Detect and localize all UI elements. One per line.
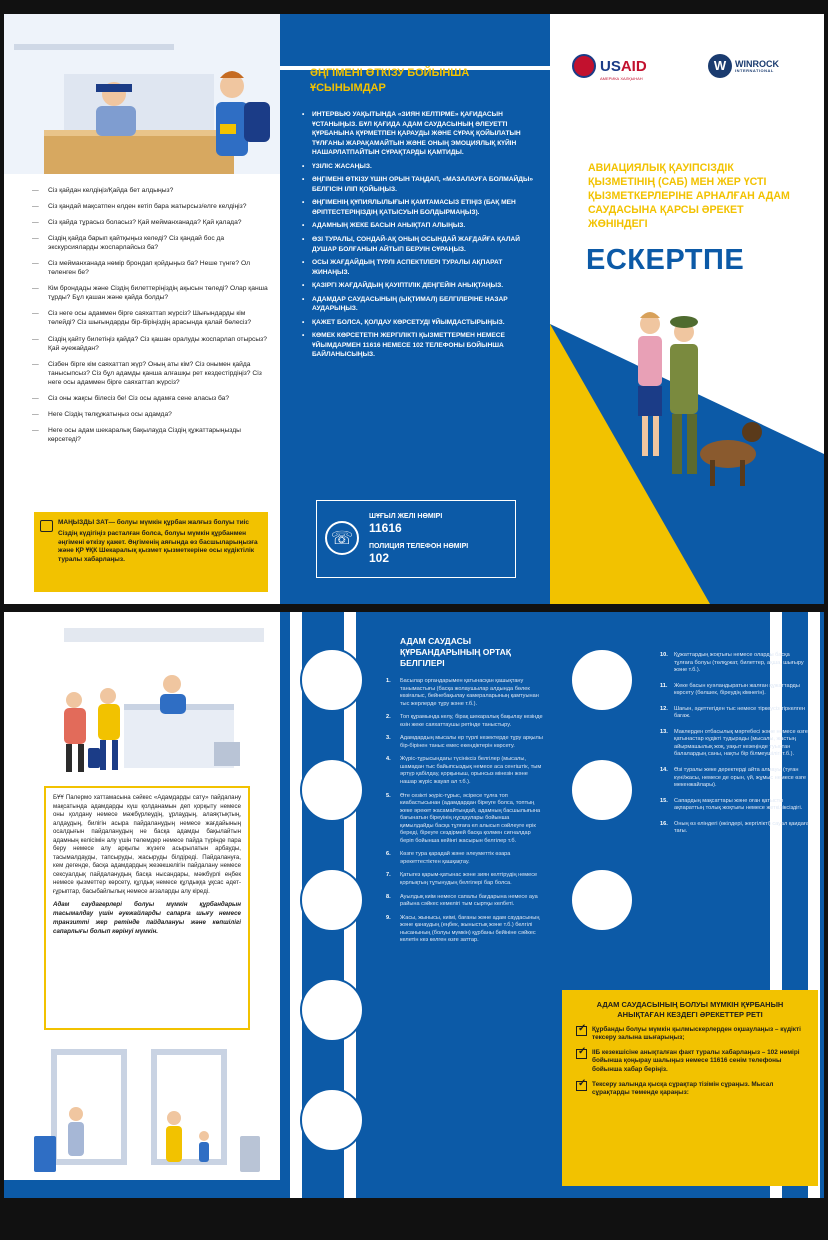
question-item: — Сізбен бірге кім саяхаттап жүр? Оның аты кім? Сіз онымен қайда танысыпсыз? Сіз бұл адамды қанша алғашқы рет кездестірдіңіз? Сіз неге осы адаммен бірге саяхаттап жүрсіз? bbox=[32, 360, 268, 387]
question-item: — Сіз неге осы адаммен бірге саяхаттап жүрсіз? Шығындарды кім төлейді? Сіз шығындарды бір-біріңіздің арасында қалай бөлесіз? bbox=[32, 309, 268, 327]
signs-list-continued bbox=[660, 652, 810, 844]
question-item: — Сіз қандай мақсатпен елден кетіп бара жатырсыз/елге келдіңіз? bbox=[32, 202, 268, 211]
sign-text: Құжаттардың жоқтығы немесе оларды басқа тұлғаға болуы (төлқұжат, билеттер, ақша, шығыру және т.б.). bbox=[674, 652, 804, 674]
definition-column bbox=[4, 612, 280, 1198]
hotline-label: ШҰҒЫЛ ЖЕЛІ НӨМІРІ bbox=[369, 513, 443, 520]
note-icon bbox=[40, 520, 53, 532]
recommendation-item: • ӨЗІ ТУРАЛЫ, СОНДАЙ-АҚ ОНЫҢ ОСЫНДАЙ ЖАҒДАЙҒА ҚАЛАЙ ДУШАР БОЛҒАНЫН АЙТЫП БЕРУІН СҰРАҢЫЗ. bbox=[302, 235, 534, 254]
sign-text: Жүріс-тұрысындағы түсініксіз белгілер (мысалы, шамадан тыс байыпсыздық немесе аса сенгіштік, тым әртүр қабілдау, қорқыныш, орынсыз мінезін және нашар жүріс жауап ал т.б.). bbox=[400, 756, 542, 786]
sign-number: 7. bbox=[386, 872, 391, 879]
action-step bbox=[576, 1026, 804, 1043]
question-item: — Сіздің қайту билетіңіз қайда? Сіз қашан оралуды жоспарлап отырсыз? Қай әуежайдан? bbox=[32, 335, 268, 353]
action-steps-title: АДАМ САУДАСЫНЫҢ БОЛУЫ МҮМКІН ҚҰРБАНЫН АНЫҚТАҒАН КЕЗДЕГІ ӘРЕКЕТТЕР РЕТІ bbox=[596, 1000, 784, 1019]
cover-illustration bbox=[550, 304, 824, 604]
sign-item bbox=[660, 706, 810, 721]
usaid-seal-icon bbox=[572, 54, 596, 78]
sign-number: 12. bbox=[660, 705, 668, 712]
sign-item bbox=[386, 714, 544, 729]
security-gates-illustration bbox=[4, 1018, 280, 1198]
sign-text: Басылар органдарымен қатынасқан қашықтану танымастығы (басқа жолаушылар алдында бөлек көзіғалыс, бейнебақылау камераларының қамтуынан тыс жерлерде тұру және т.б.). bbox=[400, 678, 539, 707]
recommendation-item: • ҚАЖЕТ БОЛСА, ҚОЛДАУ КӨРСЕТУДІ ҰЙЫМДАСТЫРЫҢЫЗ. bbox=[302, 318, 534, 328]
sign-item bbox=[660, 821, 810, 836]
police-label: ПОЛИЦИЯ ТЕЛЕФОН НӨМІРІ bbox=[369, 543, 469, 550]
sign-text: Өте сезікті жүріс-тұрыс, әсіресе тұлға топ киабастысынан (адамдардан біреуге болса, топтың жеке әрекет жасамайтындай, адамның басшылығына бағынатын біреуінің нұсқаулары бойынша қимылдайды басқа тұлғаға ел алысып сөйлеуге ерік береді, біреуге сездірмей басқа қолмен сигналдар беріп бойынша кейінгі жасырын белгілер т.б. bbox=[400, 792, 541, 844]
sign-number: 4. bbox=[386, 756, 391, 763]
checkbox-icon bbox=[576, 1049, 587, 1059]
question-item: — Сіздің қайда барып қайтқыңыз келеді? Сіз қандай бос да экскурсияларды жоспарлайсыз ба? bbox=[32, 234, 268, 252]
definition-text: БҰҰ Палермо хаттамасына сәйкес «Адамдарды сату» пайдалану мақсатында адамдарды күш қолданамын деп қорқыту немесе оны қолдану немесе мәжбүрлеудің, ұрлаудың, алаяқтықтың, алдаудың, билігін асыра пайдаланудың немесе жағдайының осалдығын пайдаланудың не басқа адамды бақылайтын адамның келісімін алу үшін төлемдер немесе пайда түрінде пара беру немесе алу арқылы жүзеге асырылатын арбауды, тасымалдауды, тапсыруды, жасыруды білдіреді. Пайдалануға, кем дегенде, басқа адамдардың жезөкшелігін пайдалану немесе сексуалдық пайдаланудың басқа нысандары, мәжбүрлі еңбек немесе қызметтер көрсету, құлдық немесе құлдыққа ұқсас әдет-ғұрыптар, басыбайлылық немесе ағзаларды алу кіреді. bbox=[53, 794, 241, 895]
usaid-logo-us: US bbox=[600, 57, 621, 75]
sign-item bbox=[386, 872, 544, 887]
winrock-name: WINROCK bbox=[735, 58, 779, 69]
question-item: — Сіз мейманханада нөмір брондап қойдыңыз ба? Неше түнге? Ол төленген бе? bbox=[32, 259, 268, 277]
sign-number: 6. bbox=[386, 851, 391, 858]
sign-item bbox=[386, 735, 544, 750]
sign-item bbox=[660, 683, 810, 698]
sign-text: Қатыгез қарым-қатынас және зиян келтірудің немесе қорлықтың тұтынудың белгілері бар болса. bbox=[400, 872, 538, 887]
sign-item bbox=[386, 793, 544, 846]
traveler-circle-image bbox=[300, 648, 364, 712]
sign-text: Маклерден отбасылық мәртебесі және немесе өзге қатынастар күдікті тудырады (мысалы, жастың айырмашылық жоқ, уақыт кезеңінде туыстан балалардың саны, нақты бір білмеушілігі т.б.). bbox=[674, 728, 808, 758]
sign-item bbox=[386, 894, 544, 909]
action-steps-list bbox=[576, 1026, 804, 1098]
question-list bbox=[32, 186, 268, 451]
important-note-title: МАҢЫЗДЫ ЗАТ— болуы мүмкін құрбан жалғыз болуы тиіс bbox=[58, 519, 249, 526]
recommendation-item: • АДАМДАР САУДАСЫНЫҢ (ЫҚТИМАЛ) БЕЛГІЛЕРІНЕ НАЗАР АУДАРЫҢЫЗ. bbox=[302, 295, 534, 314]
recommendation-item: • ИНТЕРВЬЮ УАҚЫТЫНДА «ЗИЯН КЕЛТІРМЕ» ҚАҒИДАСЫН ҰСТАНЫҢЫЗ. БҰЛ ҚАҒИДА АДАМ САУДАСЫНЫҢ ӘЛЕУЕТТІ ҚҰРБАНЫНА ҚҰРМЕТПЕН ҚАРАУДЫ ЖӘНЕ СҰРАҚ ҚОЙЫЛАТЫН ТҰЛҒАНЫ ЖАРАҚАМАЙТЫН ЖӘНЕ ОНЫҢ ЭМОЦИЯЛЫҚ КҮЙІН НАШАРЛАТПАЙТЫН СҰРАҚТАРДЫ ҚАМТИДЫ. bbox=[302, 110, 534, 158]
sign-item bbox=[660, 729, 810, 759]
cover-title: ЕСКЕРТПЕ bbox=[586, 244, 745, 276]
sign-number: 9. bbox=[386, 914, 391, 921]
sign-text: Адамдардың мысалы ер түрлі кезектерде тұру арқылы бір-бірінен таныс емес екендіктерін көрсету. bbox=[400, 735, 543, 749]
worried-face-circle-image bbox=[300, 978, 364, 1042]
recommendation-item: • КӨМЕК КӨРСЕТЕТІН ЖЕРГІЛІКТІ ҚЫЗМЕТТЕРМЕН НЕМЕСЕ ҰЙЫМДАРМЕН 11616 НЕМЕСЕ 102 ТЕЛЕФОНЫ БОЙЫНША БАЙЛАНЫСЫҢЫЗ. bbox=[302, 331, 534, 360]
sign-text: Көзге тура қарадай және әлеуметтік өзара әрекеттестіктен қашқақтау. bbox=[400, 851, 511, 865]
recommendations-column bbox=[280, 14, 550, 604]
sign-item bbox=[386, 678, 544, 708]
action-step-text: Құрбанды болуы мүмкін қылмыскерлерден оқшаулаңыз – күдікті тексеру залына шығарыңыз; bbox=[592, 1025, 801, 1042]
sign-number: 16. bbox=[660, 820, 668, 827]
important-note-text: Сіздің күдігіңіз расталған болса, болуы мүмкін құрбанмен әңгімені өткізу қажет. Әңгіменің аяғында өз басшыларыңызға және ҚР ҰҚК Шекаралық қызмет қызметкеріне осы күдіктілік туралы хабарлаңыз. bbox=[58, 529, 258, 564]
action-step-text: Тексеру залында қысқа сұрақтар тізімін сұраңыз. Мысал сұрақтарды төменде қараңыз: bbox=[592, 1080, 774, 1097]
question-item: — Сіз қайдан келдіңіз/Қайда бет алдыңыз? bbox=[32, 186, 268, 195]
action-step bbox=[576, 1081, 804, 1098]
waiting-man-circle-image bbox=[300, 868, 364, 932]
signs-continued-column bbox=[550, 612, 824, 1198]
recommendation-item: • ҚАЗІРГІ ЖАҒДАЙДЫҢ ҚАУІПТІЛІК ДЕҢГЕЙІН АНЫҚТАҢЫЗ. bbox=[302, 281, 534, 291]
recommendation-item: • ҮЗІЛІС ЖАСАҢЫЗ. bbox=[302, 162, 534, 172]
cover-subtitle: АВИАЦИЯЛЫҚ ҚАУІПСІЗДІК ҚЫЗМЕТІНІҢ (САБ) МЕН ЖЕР ҮСТІ ҚЫЗМЕТКЕРЛЕРІНЕ АРНАЛҒАН АДАМ САУДАСЫНА ҚАРСЫ ӘРЕКЕТ ЖӨНІНДЕГІ bbox=[588, 162, 790, 230]
sign-number: 13. bbox=[660, 728, 668, 735]
questions-column bbox=[4, 14, 280, 604]
checkbox-icon bbox=[576, 1026, 587, 1036]
usaid-logo-aid: AID bbox=[620, 57, 647, 75]
checkbox-icon bbox=[576, 1081, 587, 1091]
cover-column bbox=[550, 14, 824, 604]
recommendation-item: • ОСЫ ЖАҒДАЙДЫҢ ТҮРЛІ АСПЕКТІЛЕРІ ТУРАЛЫ АҚПАРАТ ЖИНАҢЫЗ. bbox=[302, 258, 534, 277]
sign-item bbox=[386, 756, 544, 786]
sign-number: 10. bbox=[660, 652, 668, 658]
sign-number: 2. bbox=[386, 714, 391, 721]
brochure-back-spread bbox=[4, 612, 824, 1198]
question-item: — Сіз қайда тұрасыз боласыз? Қай мейманханада? Қай қалада? bbox=[32, 218, 268, 227]
sign-text: Оның өз еліндегі (өкілдері, жергілікті) сауал қаидаға тағы. bbox=[674, 820, 810, 835]
hotline-number: 11616 bbox=[369, 521, 402, 535]
woman-circle-image bbox=[570, 868, 634, 932]
sign-item bbox=[386, 915, 544, 945]
sign-item bbox=[660, 767, 810, 790]
check-in-illustration bbox=[4, 612, 280, 782]
winrock-mark-icon: W bbox=[708, 54, 732, 78]
action-step bbox=[576, 1049, 804, 1075]
sign-item bbox=[660, 798, 810, 813]
sign-text: Шағын, әдеттегіден тыс немесе тіркеусіз тіркелген багаж. bbox=[674, 705, 805, 720]
sign-number: 1. bbox=[386, 678, 391, 684]
action-steps-box bbox=[562, 990, 818, 1186]
group-circle-image bbox=[300, 758, 364, 822]
hotline-box bbox=[316, 500, 516, 578]
question-item: — Неге Сіздің төлқұжатыңыз осы адамда? bbox=[32, 410, 268, 419]
sign-text: Өзі туралы жеке деректерді айта алмауы (туған күні/жасы, немесе де орын, үй, жұмыс немесе өзге мекенжайлары). bbox=[674, 767, 807, 789]
header-strip bbox=[280, 28, 550, 70]
sign-item bbox=[386, 851, 544, 866]
police-number: 102 bbox=[369, 551, 390, 565]
officer-circle-image bbox=[570, 758, 634, 822]
sign-number: 11. bbox=[660, 682, 668, 689]
sign-text: Ауылдық киім немесе сапалы бағдарына немесе ауа райына сәйкес кемелігі тым сыртқы келбеті. bbox=[400, 893, 538, 908]
usaid-logo bbox=[572, 54, 647, 81]
sign-number: 3. bbox=[386, 735, 391, 742]
passport-control-illustration bbox=[4, 14, 280, 174]
winrock-subtitle: INTERNATIONAL bbox=[735, 67, 774, 73]
important-note-box bbox=[34, 512, 268, 592]
sign-number: 8. bbox=[386, 893, 391, 900]
winrock-logo bbox=[708, 54, 779, 78]
recommendation-item: • ӘҢГІМЕНІҢ ҚҰПИЯЛЫЛЫҒЫН ҚАМТАМАСЫЗ ЕТІҢІЗ (БАҚ МЕН ӘРІПТЕСТЕРІҢІЗДІҢ ҚАТЫСУЫН БОЛДЫРМАҢЫЗ). bbox=[302, 198, 534, 217]
definition-box bbox=[44, 786, 250, 1030]
sign-text: Жасы, жынысы, киімі, бағаны және адам саудасының және қанаудың (еңбек, жыныстық және т.б.) белгілі нысанының (болуы мүмкін) құрбаны бейініне сәйкес келетін кез келген өзге заттар. bbox=[400, 914, 540, 944]
recommendation-item: • АДАМНЫҢ ЖЕКЕ БАСЫН АНЫҚТАП АЛЫҢЫЗ. bbox=[302, 221, 534, 231]
action-step-text: ІІБ кезекшісіне анықталған факт туралы хабарлаңыз – 102 нөмірі бойынша қоңырау шалыңыз немесе 11616 сенім телефоны бойынша хабар беріңіз. bbox=[592, 1048, 800, 1074]
sign-text: Топ құрамында келу, бірақ шекаралық бақылау кезінде өзін жеке саяхаттаушы ретінде таныстыру. bbox=[400, 714, 543, 728]
signs-title: АДАМ САУДАСЫ ҚҰРБАНДАРЫНЫҢ ОРТАҚ БЕЛГІЛЕРІ bbox=[400, 636, 511, 669]
question-item: — Неге осы адам шекаралық бақылауда Сіздің құжаттарыңызды көрсетеді? bbox=[32, 426, 268, 444]
sign-item bbox=[660, 652, 810, 675]
sign-number: 14. bbox=[660, 767, 668, 774]
usaid-logo-subtitle: АМЕРИКА ХАЛҚЫНАН bbox=[600, 76, 643, 81]
recommendations-title: ӘҢГІМЕНІ ӨТКІЗУ БОЙЫНША ҰСЫНЫМДАР bbox=[310, 67, 470, 94]
documents-circle-image bbox=[570, 648, 634, 712]
sign-text: Сапардың мақсаттары және оған қатысты ақпараттың толық жоқтығы немесе жеткіліксіздігі. bbox=[674, 797, 803, 812]
brochure-front-spread bbox=[4, 14, 824, 604]
sign-number: 15. bbox=[660, 797, 668, 804]
signs-list bbox=[386, 678, 544, 951]
sign-text: Жеке басын куәландыратын жалған құжаттарды көрсету (бөлшек, біреудің кімнегін). bbox=[674, 682, 800, 697]
recommendation-list bbox=[302, 110, 534, 364]
child-circle-image bbox=[300, 1088, 364, 1152]
phone-icon: ☏ bbox=[325, 521, 359, 555]
recommendation-item: • ӘҢГІМЕНІ ӨТКІЗУ ҮШІН ОРЫН ТАҢДАП, «МАЗАЛАУҒА БОЛМАЙДЫ» БЕЛГІСІН ІЛІП ҚОЙЫҢЫЗ. bbox=[302, 175, 534, 194]
question-item: — Кім брондады және Сіздің билеттеріңіздің ақысын төледі? Олар қанша тұрды? Бұл қашан және қайда болды? bbox=[32, 284, 268, 302]
sign-number: 5. bbox=[386, 792, 391, 799]
airport-note: Адам саудагерлері болуы мүмкін құрбандарын тасымалдау үшін әуежайларды сапарға шығу немесе транзитті жер ретінде пайдалануы және көпшілігі сапарлығы болып көрінуі мүмкін. bbox=[53, 901, 241, 936]
signs-column bbox=[280, 612, 550, 1198]
question-item: — Сіз оны жақсы білесіз бе! Сіз осы адамға сене аласыз ба? bbox=[32, 394, 268, 403]
